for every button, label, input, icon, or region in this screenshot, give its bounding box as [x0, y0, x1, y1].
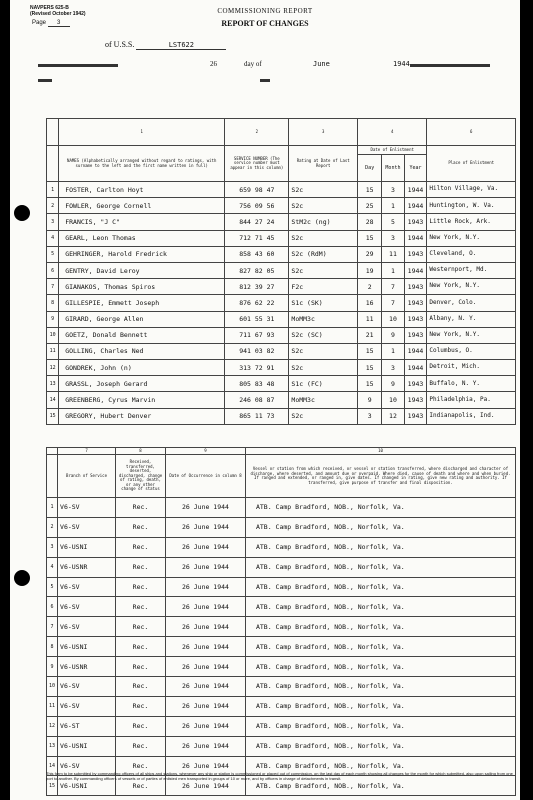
rating: S2c (SC) [289, 327, 358, 343]
column-number: 4 [358, 119, 427, 146]
column-number: 6 [427, 119, 516, 146]
row-number: 10 [47, 677, 58, 697]
report-page [10, 0, 520, 800]
row-number: 3 [47, 537, 58, 557]
vessel-station: ATB. Camp Bradford, NOB., Norfolk, Va. [245, 696, 515, 716]
branch-of-service: V6-SV [58, 517, 116, 537]
rating: S1c (FC) [289, 376, 358, 392]
row-number: 8 [47, 637, 58, 657]
service-number: 865 11 73 [225, 408, 289, 424]
enlist-year: 1943 [404, 311, 427, 327]
enlist-place: Hilton Village, Va. [427, 182, 516, 198]
sailor-name: FRANCIS, "J C" [59, 214, 225, 230]
occurrence-date: 26 June 1944 [166, 677, 246, 697]
occurrence-date: 26 June 1944 [166, 597, 246, 617]
occurrence-date: 26 June 1944 [166, 517, 246, 537]
enlist-day: 19 [358, 262, 382, 278]
vessel-station: ATB. Camp Bradford, NOB., Norfolk, Va. [245, 716, 515, 736]
header-row [47, 146, 516, 155]
sailor-name: GOETZ, Donald Bennett [59, 327, 225, 343]
rating: S2c [289, 182, 358, 198]
row-number: 13 [47, 376, 59, 392]
enlist-year: 1944 [404, 343, 427, 359]
service-number: 805 83 48 [225, 376, 289, 392]
enlist-month: 1 [382, 262, 404, 278]
vessel-station: ATB. Camp Bradford, NOB., Norfolk, Va. [245, 617, 515, 637]
status-change: Rec. [116, 696, 166, 716]
enlist-month: 1 [382, 343, 404, 359]
row-number: 4 [47, 557, 58, 577]
occurrence-date: 26 June 1944 [166, 537, 246, 557]
service-number: 876 62 22 [225, 295, 289, 311]
column-number: 9 [166, 448, 246, 455]
enlist-year: 1943 [404, 246, 427, 262]
table-row [47, 295, 516, 311]
enlist-day: 15 [358, 230, 382, 246]
occurrence-date: 26 June 1944 [166, 617, 246, 637]
vessel-station: ATB. Camp Bradford, NOB., Norfolk, Va. [245, 657, 515, 677]
names-table [46, 118, 516, 425]
sailor-name: GEHRINGER, Harold Fredrick [59, 246, 225, 262]
table-row [47, 537, 516, 557]
sailor-name: FOWLER, George Cornell [59, 198, 225, 214]
vessel-station: ATB. Camp Bradford, NOB., Norfolk, Va. [245, 498, 515, 518]
rating: F2c [289, 279, 358, 295]
table-row [47, 517, 516, 537]
enlist-year: 1944 [404, 198, 427, 214]
enlist-day: 25 [358, 198, 382, 214]
form-revision: (Revised October 1942) [30, 11, 86, 17]
branch-of-service: V6-USNR [58, 557, 116, 577]
rating: S2c [289, 343, 358, 359]
status-change: Rec. [116, 756, 166, 776]
column-numbers-row [47, 448, 516, 455]
rating: MoMM3c [289, 392, 358, 408]
vessel-header: Vessel or station from which received, or vessel or station transferred, where discharged and character of discharge, where deserted, and amount due or overpaid. Where died, cause of death and where and when buried. If ranged and extended, or ranged in, give dates. If changed in rating, give new rating and authority. If transferred, give purpose of transfer and final disposition. [245, 455, 515, 498]
enlist-place: New York, N.Y. [427, 230, 516, 246]
status-change: Rec. [116, 657, 166, 677]
branch-of-service: V6-USNI [58, 736, 116, 756]
service-number: 827 82 05 [225, 262, 289, 278]
status-change: Rec. [116, 517, 166, 537]
occurrence-date: 26 June 1944 [166, 736, 246, 756]
enlist-day: 21 [358, 327, 382, 343]
enlist-month: 3 [382, 360, 404, 376]
rating-header: Rating at Date of Last Report [289, 146, 358, 182]
enlist-month: 11 [382, 246, 404, 262]
rating: S2c [289, 360, 358, 376]
vessel-station: ATB. Camp Bradford, NOB., Norfolk, Va. [245, 577, 515, 597]
sailor-name: GOLLING, Charles Ned [59, 343, 225, 359]
table-row [47, 677, 516, 697]
table-row [47, 376, 516, 392]
status-change: Rec. [116, 736, 166, 756]
service-number: 246 08 87 [225, 392, 289, 408]
enlist-place: Detroit, Mich. [427, 360, 516, 376]
table-row [47, 198, 516, 214]
page-number: 3 [48, 20, 70, 27]
table-row [47, 736, 516, 756]
enlist-place: New York, N.Y. [427, 327, 516, 343]
enlist-year: 1943 [404, 279, 427, 295]
enlist-month: 10 [382, 392, 404, 408]
enlist-year: 1944 [404, 182, 427, 198]
table-row [47, 637, 516, 657]
enlist-place: Denver, Colo. [427, 295, 516, 311]
rating: StM2c (ng) [289, 214, 358, 230]
service-number: 313 72 91 [225, 360, 289, 376]
status-change: Rec. [116, 597, 166, 617]
service-number-header: SERVICE NUMBER (The service number must appear in this column) [225, 146, 289, 182]
enlist-year: 1943 [404, 376, 427, 392]
occurrence-date-header: Date of Occurrence in column 8 [166, 455, 246, 498]
form-id: NAVPERS 625-B [30, 5, 69, 11]
row-number: 5 [47, 246, 59, 262]
rating: S1c (SK) [289, 295, 358, 311]
row-number: 11 [47, 343, 59, 359]
branch-of-service: V6-SV [58, 756, 116, 776]
enlist-year: 1944 [404, 262, 427, 278]
status-change: Rec. [116, 637, 166, 657]
table-row [47, 246, 516, 262]
status-change: Rec. [116, 776, 166, 796]
table-row [47, 214, 516, 230]
table-row [47, 408, 516, 424]
sailor-name: GILLESPIE, Emmett Joseph [59, 295, 225, 311]
column-number: 1 [59, 119, 225, 146]
enlist-month: 10 [382, 311, 404, 327]
sailor-name: GREENBERG, Cyrus Marvin [59, 392, 225, 408]
branch-of-service: V6-SV [58, 677, 116, 697]
enlist-day: 3 [358, 408, 382, 424]
status-change: Rec. [116, 557, 166, 577]
occurrence-date: 26 June 1944 [166, 557, 246, 577]
row-number: 9 [47, 657, 58, 677]
table-row [47, 182, 516, 198]
rating: MoMM3c [289, 311, 358, 327]
table-row [47, 279, 516, 295]
occurrence-date: 26 June 1944 [166, 776, 246, 796]
header-row [47, 455, 516, 498]
service-number: 659 98 47 [225, 182, 289, 198]
row-number: 3 [47, 214, 59, 230]
service-number: 858 43 60 [225, 246, 289, 262]
service-number: 712 71 45 [225, 230, 289, 246]
enlist-place: Huntington, W. Va. [427, 198, 516, 214]
sailor-name: GRASSL, Joseph Gerard [59, 376, 225, 392]
row-number: 6 [47, 597, 58, 617]
branch-of-service: V6-ST [58, 716, 116, 736]
table-row [47, 696, 516, 716]
enlist-month: 5 [382, 214, 404, 230]
branch-of-service: V6-USNR [58, 657, 116, 677]
received-header: Received, transferred, deserted, discharged, change of rating, death, or any other change of status [116, 455, 166, 498]
column-number: 7 [58, 448, 116, 455]
ship-name: LST622 [136, 41, 226, 50]
occurrence-date: 26 June 1944 [166, 657, 246, 677]
status-change: Rec. [116, 537, 166, 557]
enlist-day: 16 [358, 295, 382, 311]
enlist-year: 1944 [404, 360, 427, 376]
column-number: 3 [289, 119, 358, 146]
enlist-place: Philadelphia, Pa. [427, 392, 516, 408]
row-number: 12 [47, 716, 58, 736]
enlist-day: 28 [358, 214, 382, 230]
status-change: Rec. [116, 498, 166, 518]
service-number: 844 27 24 [225, 214, 289, 230]
footer-note: This form to be submitted by commanding officers of all ships and stations, whenever any ship or station is commissioned or placed out of commission, on the last day of each month showing all changes for the month for which submitted, also upon sailing from one port to another. By commanding officers of vessels or of parties of enlisted men transported in groups of 10 or more, and by officers in charge of detachments in transit. [46, 771, 513, 781]
enlist-place: Albany, N. Y. [427, 311, 516, 327]
enlist-day: 15 [358, 360, 382, 376]
report-subtitle: REPORT OF CHANGES [221, 19, 309, 28]
table-row [47, 392, 516, 408]
enlist-year: 1943 [404, 327, 427, 343]
vessel-station: ATB. Camp Bradford, NOB., Norfolk, Va. [245, 557, 515, 577]
row-number: 12 [47, 360, 59, 376]
row-number: 4 [47, 230, 59, 246]
row-number: 1 [47, 182, 59, 198]
vessel-station: ATB. Camp Bradford, NOB., Norfolk, Va. [245, 597, 515, 617]
column-numbers-row [47, 119, 516, 146]
struck-out-text [38, 64, 118, 67]
row-number: 1 [47, 498, 58, 518]
struck-out-text [38, 79, 52, 82]
row-number: 14 [47, 392, 59, 408]
day-label: day of [244, 60, 262, 68]
rating: S2c [289, 198, 358, 214]
branch-of-service: V6-SV [58, 696, 116, 716]
table-row [47, 311, 516, 327]
vessel-station: ATB. Camp Bradford, NOB., Norfolk, Va. [245, 677, 515, 697]
enlist-year: 1943 [404, 408, 427, 424]
enlist-month: 9 [382, 376, 404, 392]
enlist-place: New York, N.Y. [427, 279, 516, 295]
enlist-year: 1944 [404, 230, 427, 246]
report-day: 26 [210, 60, 217, 68]
sailor-name: GONDREK, John (n) [59, 360, 225, 376]
punch-hole [14, 570, 30, 586]
occurrence-date: 26 June 1944 [166, 498, 246, 518]
enlist-place: Cleveland, O. [427, 246, 516, 262]
branch-of-service: V6-SV [58, 577, 116, 597]
row-number: 13 [47, 736, 58, 756]
enlist-day: 9 [358, 392, 382, 408]
month-header: Month [382, 155, 404, 182]
vessel-station: ATB. Camp Bradford, NOB., Norfolk, Va. [245, 637, 515, 657]
enlist-month: 7 [382, 295, 404, 311]
enlist-day: 29 [358, 246, 382, 262]
page-label: Page [32, 20, 47, 26]
sailor-name: GIANAKOS, Thomas Spiros [59, 279, 225, 295]
table-row [47, 343, 516, 359]
enlist-place: Westernport, Md. [427, 262, 516, 278]
row-number: 9 [47, 311, 59, 327]
sailor-name: GIRARD, George Allen [59, 311, 225, 327]
column-number: 8 [116, 448, 166, 455]
enlist-month: 12 [382, 408, 404, 424]
row-number: 2 [47, 198, 59, 214]
sailor-name: GEARL, Leon Thomas [59, 230, 225, 246]
names-header: NAMES (Alphabetically arranged without regard to ratings, with surname to the left and the first name written in full) [59, 146, 225, 182]
row-number: 8 [47, 295, 59, 311]
service-number: 812 39 27 [225, 279, 289, 295]
enlist-place: Buffalo, N. Y. [427, 376, 516, 392]
vessel-station: ATB. Camp Bradford, NOB., Norfolk, Va. [245, 756, 515, 776]
enlist-month: 1 [382, 198, 404, 214]
year-header: Year [404, 155, 427, 182]
row-number: 7 [47, 279, 59, 295]
column-number: 2 [225, 119, 289, 146]
vessel-station: ATB. Camp Bradford, NOB., Norfolk, Va. [245, 517, 515, 537]
enlist-day: 15 [358, 182, 382, 198]
row-number: 14 [47, 756, 58, 776]
row-number: 2 [47, 517, 58, 537]
table-row [47, 498, 516, 518]
enlist-day: 11 [358, 311, 382, 327]
status-change: Rec. [116, 677, 166, 697]
ship-line [105, 40, 226, 50]
branch-header: Branch of Service [58, 455, 116, 498]
status-change: Rec. [116, 617, 166, 637]
branch-of-service: V6-SV [58, 498, 116, 518]
enlistment-date-header: Date of Enlistment [358, 146, 427, 155]
enlist-place: Little Rock, Ark. [427, 214, 516, 230]
occurrence-date: 26 June 1944 [166, 716, 246, 736]
rating: S2c (RdM) [289, 246, 358, 262]
place-header: Place of Enlistment [427, 146, 516, 182]
table-row [47, 617, 516, 637]
branch-of-service: V6-SV [58, 597, 116, 617]
occurrence-date: 26 June 1944 [166, 577, 246, 597]
service-number: 756 09 56 [225, 198, 289, 214]
enlist-month: 3 [382, 230, 404, 246]
enlist-day: 2 [358, 279, 382, 295]
table-row [47, 557, 516, 577]
vessel-station: ATB. Camp Bradford, NOB., Norfolk, Va. [245, 736, 515, 756]
occurrence-date: 26 June 1944 [166, 696, 246, 716]
struck-out-text [410, 64, 490, 67]
enlist-year: 1943 [404, 295, 427, 311]
vessel-station: ATB. Camp Bradford, NOB., Norfolk, Va. [245, 537, 515, 557]
ship-prefix: of U.S.S. [105, 40, 135, 49]
row-number: 7 [47, 617, 58, 637]
branch-of-service: V6-USNI [58, 776, 116, 796]
report-title: COMMISSIONING REPORT [217, 7, 313, 15]
status-change: Rec. [116, 716, 166, 736]
enlist-month: 3 [382, 182, 404, 198]
service-number: 601 55 31 [225, 311, 289, 327]
enlist-day: 15 [358, 343, 382, 359]
table-row [47, 716, 516, 736]
table-row [47, 230, 516, 246]
enlist-month: 7 [382, 279, 404, 295]
report-year: 1944 [393, 60, 410, 68]
rating: S2c [289, 230, 358, 246]
service-number: 941 03 82 [225, 343, 289, 359]
table-row [47, 262, 516, 278]
enlist-year: 1943 [404, 392, 427, 408]
branch-of-service: V6-USNI [58, 637, 116, 657]
changes-table [46, 447, 516, 796]
day-header: Day [358, 155, 382, 182]
row-number: 15 [47, 408, 59, 424]
status-change: Rec. [116, 577, 166, 597]
vessel-station: ATB. Camp Bradford, NOB., Norfolk, Va. [245, 776, 515, 796]
sailor-name: FOSTER, Carlton Hoyt [59, 182, 225, 198]
enlist-place: Indianapolis, Ind. [427, 408, 516, 424]
table-row [47, 657, 516, 677]
row-number: 6 [47, 262, 59, 278]
struck-out-text [260, 79, 270, 82]
branch-of-service: V6-SV [58, 617, 116, 637]
rating: S2c [289, 408, 358, 424]
row-number: 5 [47, 577, 58, 597]
enlist-month: 9 [382, 327, 404, 343]
sailor-name: GREGORY, Hubert Denver [59, 408, 225, 424]
row-number: 11 [47, 696, 58, 716]
row-number: 10 [47, 327, 59, 343]
enlist-day: 15 [358, 376, 382, 392]
rating: S2c [289, 262, 358, 278]
report-month: June [313, 60, 330, 68]
occurrence-date: 26 June 1944 [166, 637, 246, 657]
occurrence-date: 26 June 1944 [166, 756, 246, 776]
branch-of-service: V6-USNI [58, 537, 116, 557]
table-row [47, 327, 516, 343]
table-row [47, 597, 516, 617]
table-row [47, 577, 516, 597]
column-number: 10 [245, 448, 515, 455]
punch-hole [14, 205, 30, 221]
table-row [47, 360, 516, 376]
service-number: 711 67 93 [225, 327, 289, 343]
enlist-year: 1943 [404, 214, 427, 230]
enlist-place: Columbus, O. [427, 343, 516, 359]
sailor-name: GENTRY, David Leroy [59, 262, 225, 278]
row-number: 15 [47, 776, 58, 796]
